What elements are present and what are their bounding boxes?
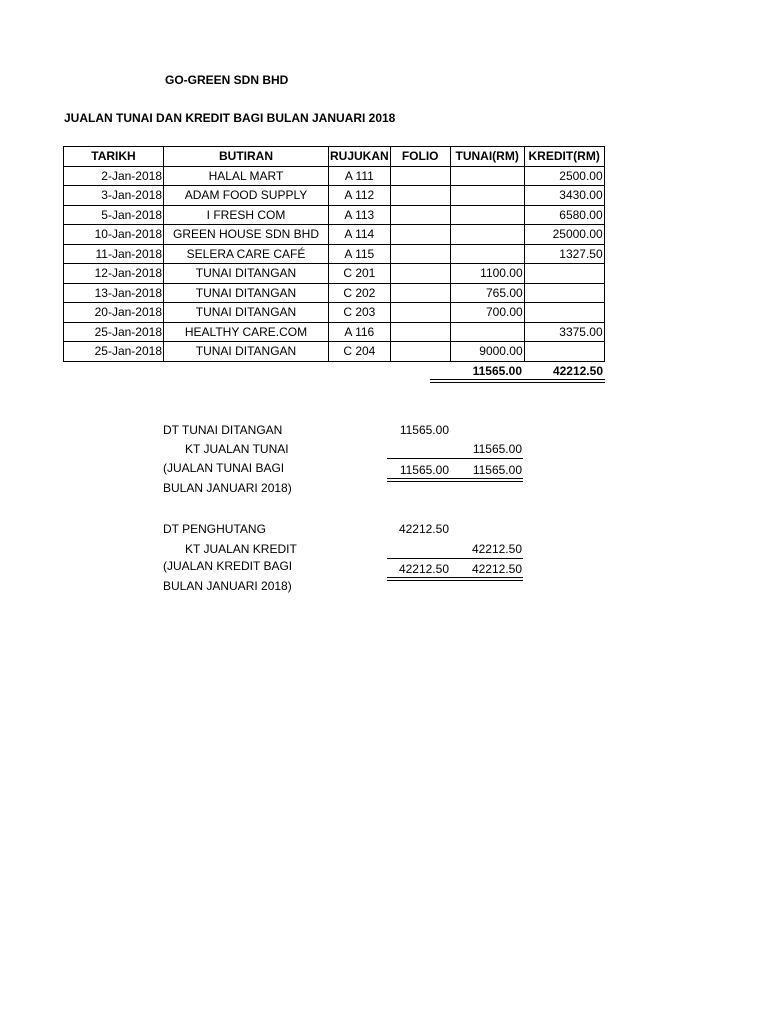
journal1-double-line-bottom xyxy=(387,481,523,482)
table-header-row xyxy=(64,147,605,167)
cell-date: 3-Jan-2018 xyxy=(64,186,164,206)
cell-description: TUNAI DITANGAN xyxy=(164,342,329,362)
journal2-subtotal-line xyxy=(387,558,523,559)
cell-folio xyxy=(390,322,450,342)
cell-description: SELERA CARE CAFÉ xyxy=(164,244,329,264)
journal1-debit-amount: 11565.00 xyxy=(399,423,449,437)
cell-description: TUNAI DITANGAN xyxy=(164,283,329,303)
cell-tunai xyxy=(450,225,524,245)
cell-date: 12-Jan-2018 xyxy=(64,264,164,284)
journal1-total-debit: 11565.00 xyxy=(399,463,449,477)
cell-date: 11-Jan-2018 xyxy=(64,244,164,264)
journal1-narration-line2: BULAN JANUARI 2018) xyxy=(163,481,292,495)
col-header-rujukan: RUJUKAN xyxy=(329,147,391,167)
cell-date: 25-Jan-2018 xyxy=(64,322,164,342)
journal2-debit-amount: 42212.50 xyxy=(398,522,449,536)
journal2-credit-label: KT JUALAN KREDIT xyxy=(185,542,297,556)
journal1-subtotal-line xyxy=(387,458,523,459)
cell-folio xyxy=(390,342,450,362)
journal1-narration-line1: (JUALAN TUNAI BAGI xyxy=(163,461,285,475)
cell-tunai xyxy=(450,205,524,225)
cell-kredit: 25000.00 xyxy=(524,225,604,245)
col-header-tarikh: TARIKH xyxy=(64,147,164,167)
total-tunai: 11565.00 xyxy=(472,364,522,378)
cell-tunai xyxy=(450,186,524,206)
cell-kredit: 3375.00 xyxy=(524,322,604,342)
sales-ledger-table xyxy=(63,146,605,362)
total-kredit: 42212.50 xyxy=(552,364,603,378)
col-header-folio: FOLIO xyxy=(390,147,450,167)
cell-date: 20-Jan-2018 xyxy=(64,303,164,323)
col-header-tunai: TUNAI(RM) xyxy=(450,147,524,167)
cell-kredit: 6580.00 xyxy=(524,205,604,225)
cell-date: 10-Jan-2018 xyxy=(64,225,164,245)
company-name: GO-GREEN SDN BHD xyxy=(165,73,289,87)
col-header-kredit: KREDIT(RM) xyxy=(524,147,604,167)
journal2-double-line-bottom xyxy=(387,580,523,581)
cell-kredit: 1327.50 xyxy=(524,244,604,264)
cell-folio xyxy=(390,244,450,264)
journal2-double-line-top xyxy=(387,577,523,578)
cell-reference: C 204 xyxy=(329,342,391,362)
cell-reference: A 113 xyxy=(329,205,391,225)
col-header-butiran: BUTIRAN xyxy=(164,147,329,167)
table-row xyxy=(64,186,605,206)
table-row xyxy=(64,264,605,284)
cell-kredit: 2500.00 xyxy=(524,166,604,186)
journal1-double-line-top xyxy=(387,478,523,479)
table-row xyxy=(64,225,605,245)
cell-reference: A 112 xyxy=(329,186,391,206)
cell-reference: A 116 xyxy=(329,322,391,342)
journal2-debit-label: DT PENGHUTANG xyxy=(163,522,266,536)
journal1-credit-label: KT JUALAN TUNAI xyxy=(185,442,289,456)
cell-folio xyxy=(390,225,450,245)
cell-tunai: 700.00 xyxy=(450,303,524,323)
cell-tunai: 1100.00 xyxy=(450,264,524,284)
cell-tunai xyxy=(450,244,524,264)
cell-description: TUNAI DITANGAN xyxy=(164,303,329,323)
journal1-debit-label: DT TUNAI DITANGAN xyxy=(163,423,283,437)
journal2-narration-line2: BULAN JANUARI 2018) xyxy=(163,579,292,593)
cell-reference: C 202 xyxy=(329,283,391,303)
cell-folio xyxy=(390,264,450,284)
journal2-narration-line1: (JUALAN KREDIT BAGI xyxy=(163,559,293,573)
cell-description: TUNAI DITANGAN xyxy=(164,264,329,284)
cell-folio xyxy=(390,186,450,206)
journal1-total-credit: 11565.00 xyxy=(472,463,522,477)
cell-kredit xyxy=(524,342,604,362)
cell-kredit: 3430.00 xyxy=(524,186,604,206)
table-row xyxy=(64,322,605,342)
table-row xyxy=(64,342,605,362)
cell-date: 13-Jan-2018 xyxy=(64,283,164,303)
cell-reference: C 201 xyxy=(329,264,391,284)
cell-folio xyxy=(390,166,450,186)
cell-reference: A 114 xyxy=(329,225,391,245)
cell-description: GREEN HOUSE SDN BHD xyxy=(164,225,329,245)
cell-description: I FRESH COM xyxy=(164,205,329,225)
table-row xyxy=(64,166,605,186)
document-subtitle: JUALAN TUNAI DAN KREDIT BAGI BULAN JANUARI 2018 xyxy=(64,111,396,125)
cell-kredit xyxy=(524,264,604,284)
total-double-underline-bottom xyxy=(430,382,605,383)
journal2-total-debit: 42212.50 xyxy=(398,562,449,576)
cell-description: HALAL MART xyxy=(164,166,329,186)
cell-tunai xyxy=(450,322,524,342)
journal2-credit-amount: 42212.50 xyxy=(471,542,522,556)
table-row xyxy=(64,205,605,225)
cell-tunai: 9000.00 xyxy=(450,342,524,362)
cell-reference: A 115 xyxy=(329,244,391,264)
table-row xyxy=(64,283,605,303)
table-row xyxy=(64,303,605,323)
table-row xyxy=(64,244,605,264)
cell-folio xyxy=(390,303,450,323)
cell-reference: C 203 xyxy=(329,303,391,323)
total-double-underline-top xyxy=(430,379,605,380)
journal2-total-credit: 42212.50 xyxy=(471,562,522,576)
cell-kredit xyxy=(524,283,604,303)
cell-tunai xyxy=(450,166,524,186)
cell-date: 2-Jan-2018 xyxy=(64,166,164,186)
cell-tunai: 765.00 xyxy=(450,283,524,303)
cell-description: HEALTHY CARE.COM xyxy=(164,322,329,342)
cell-kredit xyxy=(524,303,604,323)
cell-folio xyxy=(390,283,450,303)
cell-description: ADAM FOOD SUPPLY xyxy=(164,186,329,206)
cell-folio xyxy=(390,205,450,225)
cell-date: 25-Jan-2018 xyxy=(64,342,164,362)
journal1-credit-amount: 11565.00 xyxy=(472,442,522,456)
cell-date: 5-Jan-2018 xyxy=(64,205,164,225)
cell-reference: A 111 xyxy=(329,166,391,186)
